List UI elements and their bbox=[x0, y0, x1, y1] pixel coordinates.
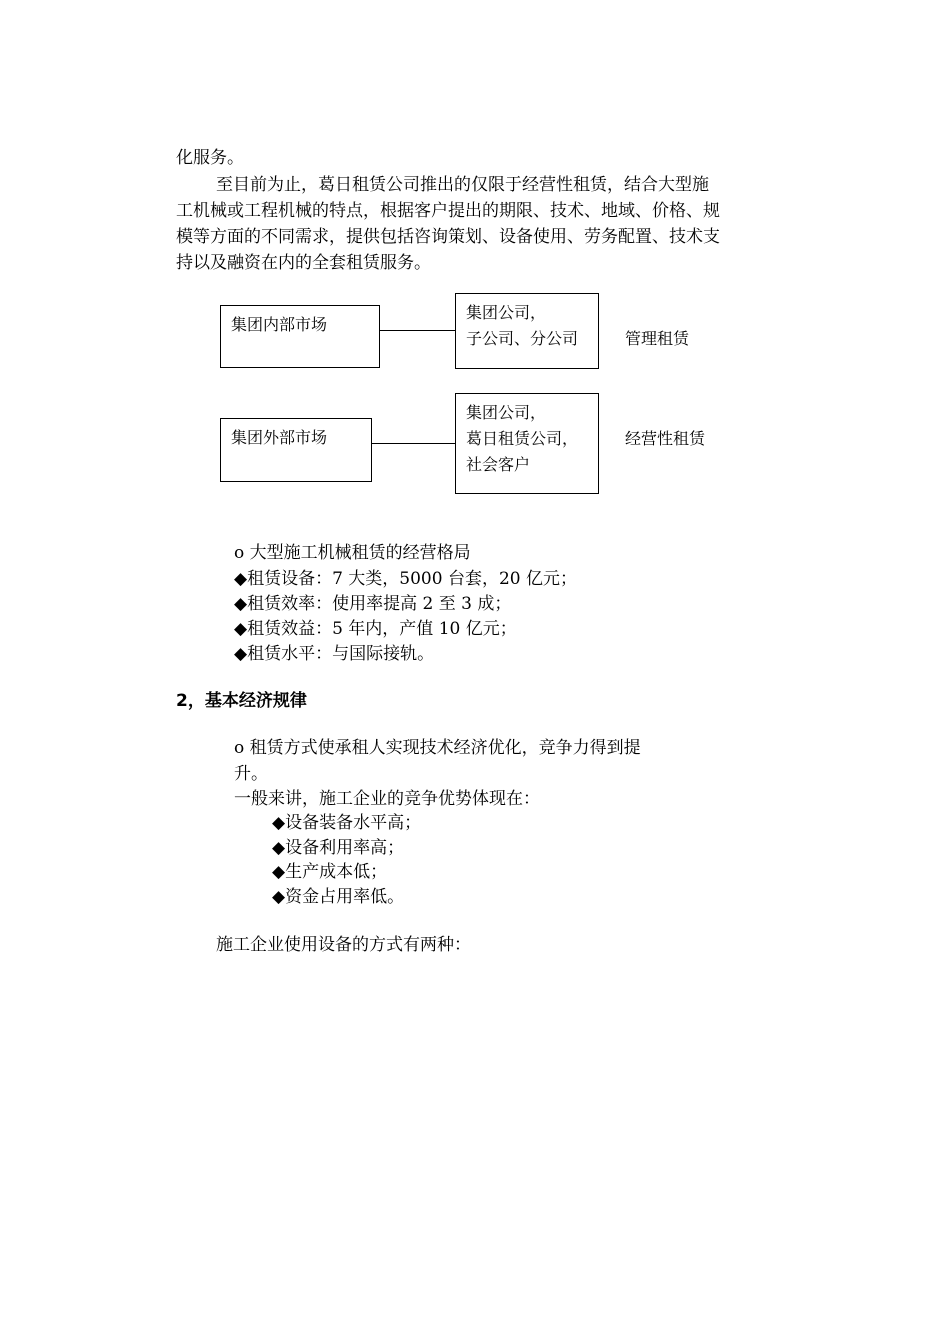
bullet-item: ◆租赁水平：与国际接轨。 bbox=[234, 644, 435, 664]
internal-market-box bbox=[220, 305, 380, 368]
box-line: 子公司、分公司 bbox=[466, 329, 579, 348]
external-market-box bbox=[220, 418, 372, 482]
box-line: 集团公司， bbox=[466, 303, 547, 322]
box-line: 葛日租赁公司， bbox=[466, 429, 579, 448]
box-label: 集团内部市场 bbox=[231, 315, 328, 334]
connector-line bbox=[372, 443, 455, 444]
paragraph-line: o 租赁方式使承租人实现技术经济优化，竞争力得到提 bbox=[234, 738, 641, 758]
section-title: 2，基本经济规律 bbox=[176, 691, 307, 711]
paragraph-line: 至目前为止，葛日租赁公司推出的仅限于经营性租赁，结合大型施 bbox=[216, 175, 709, 195]
intro-line: 化服务。 bbox=[176, 148, 244, 168]
box-line: 集团公司， bbox=[466, 403, 547, 422]
paragraph-line: 升。 bbox=[234, 764, 268, 784]
box-label: 集团外部市场 bbox=[231, 428, 328, 447]
connector-line bbox=[380, 330, 455, 331]
bullet-item: ◆租赁设备：7 大类，5000 台套，20 亿元； bbox=[234, 569, 577, 589]
paragraph-line: 持以及融资在内的全套租赁服务。 bbox=[176, 253, 431, 273]
management-lease-label: 管理租赁 bbox=[625, 329, 690, 348]
paragraph-line: 模等方面的不同需求，提供包括咨询策划、设备使用、劳务配置、技术支 bbox=[176, 227, 720, 247]
bullet-item: ◆设备装备水平高； bbox=[272, 813, 422, 833]
section-heading: o 大型施工机械租赁的经营格局 bbox=[234, 543, 471, 563]
bullet-item: ◆租赁效益：5 年内，产值 10 亿元； bbox=[234, 619, 517, 639]
box-line: 社会客户 bbox=[466, 455, 531, 474]
external-clients-box bbox=[455, 393, 599, 494]
internal-clients-box bbox=[455, 293, 599, 369]
bullet-item: ◆生产成本低； bbox=[272, 862, 388, 882]
operating-lease-label: 经营性租赁 bbox=[625, 429, 706, 448]
paragraph-line: 工机械或工程机械的特点，根据客户提出的期限、技术、地域、价格、规 bbox=[176, 201, 720, 221]
bullet-item: ◆设备利用率高； bbox=[272, 838, 405, 858]
paragraph-line: 一般来讲，施工企业的竞争优势体现在： bbox=[234, 789, 540, 809]
paragraph-line: 施工企业使用设备的方式有两种： bbox=[216, 935, 471, 955]
bullet-item: ◆租赁效率：使用率提高 2 至 3 成； bbox=[234, 594, 512, 614]
bullet-item: ◆资金占用率低。 bbox=[272, 887, 405, 907]
